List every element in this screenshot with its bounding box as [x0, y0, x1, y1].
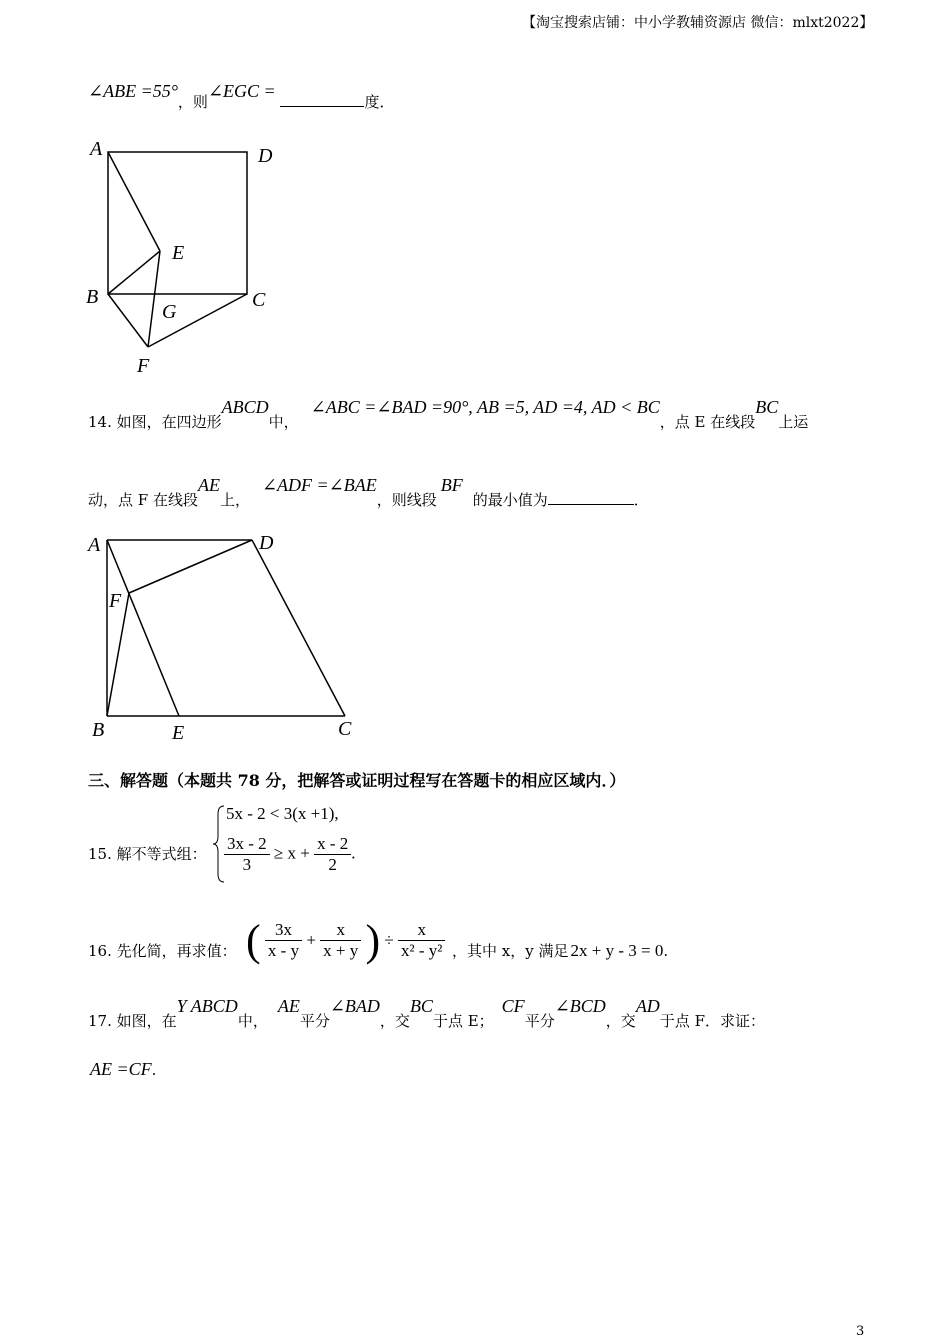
q17-ae: AE	[277, 996, 300, 1016]
q15-end: .	[351, 843, 356, 863]
q14-on: 上，	[219, 491, 250, 509]
fig13-line-ae	[108, 152, 160, 251]
q15-den-a: 3	[242, 855, 252, 874]
fig13-line-bf	[108, 294, 148, 347]
q13-sep: ，则	[177, 93, 208, 111]
q13-angle-ask: ∠EGC =	[207, 81, 276, 101]
q14-cond2: ∠ADF =∠BAE	[261, 475, 377, 495]
q14-mid: 中，	[268, 413, 299, 431]
q17-bcd: ∠BCD	[554, 996, 606, 1016]
fig14-label-c: C	[338, 718, 352, 740]
fig13-label-g: G	[162, 301, 177, 323]
q17-t4: 于点 E；	[432, 1012, 494, 1030]
fig13-label-d: D	[258, 145, 273, 167]
q14-line1	[88, 397, 809, 431]
fig13-label-a: A	[90, 138, 103, 160]
q17-cf: CF	[501, 996, 525, 1016]
q16-f1-den: x - y	[267, 941, 300, 960]
q17-label: 17. 如图，在	[88, 1012, 177, 1030]
q14-seg-ae: AE	[197, 475, 220, 495]
q14-then: ，则线段	[376, 491, 437, 509]
q17-bad: ∠BAD	[329, 996, 380, 1016]
q16-f3-num: x	[398, 920, 445, 941]
figure-14	[84, 525, 374, 750]
q17-bc: BC	[409, 996, 433, 1016]
q14-line2-a: 动，点 F 在线段	[88, 491, 198, 509]
q17-para: Y ABCD	[176, 996, 238, 1016]
q14-quad: ABCD	[221, 397, 269, 417]
fig13-line-be	[108, 251, 160, 294]
fig14-line-ae	[107, 540, 179, 716]
q15-num-a: 3x - 2	[224, 834, 270, 855]
figure-13	[80, 135, 300, 380]
q16-div: ÷	[384, 930, 394, 950]
q14-seg-bc: BC	[755, 397, 779, 417]
fig13-label-c: C	[252, 289, 266, 311]
q14-end: ．	[633, 491, 649, 509]
fig14-label-e: E	[172, 722, 185, 744]
q14-move: 上运	[778, 413, 809, 431]
q13-angle-given: ∠ABE =55°	[88, 81, 178, 101]
q15-num-b: x - 2	[314, 834, 351, 855]
q17-ad: AD	[635, 996, 660, 1016]
q14-num: 14. 如图，在四边形	[88, 413, 222, 431]
fig13-label-b: B	[86, 286, 99, 308]
q14-answer-blank	[548, 488, 634, 505]
q17-line2	[90, 1059, 156, 1080]
q13-line	[88, 80, 395, 111]
q16-expression: ( $\frac{3x}{x - y}$ + $\frac{x}{x + y}$ ) ÷ $\frac{x}{\text{x² - y²}}$	[246, 915, 445, 966]
q16-mid: ，其中 x，y 满足	[452, 942, 569, 960]
fig14-label-f: F	[109, 590, 122, 612]
fig14-line-df	[129, 540, 252, 593]
q16-f2-num: x	[320, 920, 361, 941]
q16-plus: +	[306, 930, 316, 950]
q17-t2: 平分	[299, 1012, 330, 1030]
page-header: 【淘宝搜索店铺：中小学教辅资源店 微信：mlxt2022】	[522, 15, 874, 31]
q17-t6: ，交	[605, 1012, 636, 1030]
q14-seg-bf: BF	[440, 475, 463, 495]
fig14-label-b: B	[92, 719, 105, 741]
q16-f2-den: x + y	[323, 941, 359, 960]
fig13-square	[108, 152, 247, 294]
q14-line2	[88, 474, 649, 509]
q13-answer-blank	[280, 90, 364, 107]
q17-t1: 中，	[237, 1012, 268, 1030]
q17-t5: 平分	[524, 1012, 555, 1030]
q15-den-b: 2	[328, 855, 337, 874]
q17-conclusion: AE =CF	[90, 1059, 152, 1079]
q16-f1-num: 3x	[265, 920, 302, 941]
q15-label: 15. 解不等式组：	[88, 845, 207, 863]
fig13-line-ef	[148, 251, 160, 347]
q16-tail	[452, 940, 668, 961]
fig14-label-a: A	[88, 534, 101, 556]
fig14-side-dc	[252, 540, 345, 716]
q13-unit: 度．	[364, 93, 395, 111]
q14-point-e: ，点 E 在线段	[659, 413, 756, 431]
q16-end: .	[663, 942, 669, 960]
fig14-label-d: D	[259, 532, 274, 554]
q17-t3: ，交	[379, 1012, 410, 1030]
q15-ineq2	[224, 834, 356, 875]
q15-geq: ≥ x +	[273, 843, 310, 863]
section-3-title: 三、解答题（本题共 78 分，把解答或证明过程写在答题卡的相应区域内．）	[88, 771, 626, 790]
q14-cond: ∠ABC =∠BAD =90°, AB =5, AD =4, AD < BC	[310, 397, 660, 417]
fig13-label-e: E	[172, 242, 185, 264]
page-number: 3	[856, 1324, 865, 1339]
fig13-label-f: F	[137, 355, 150, 377]
q14-ask: 的最小值为	[472, 491, 548, 509]
q16-f3-den: x² - y²	[401, 941, 443, 960]
q17-line1	[88, 996, 765, 1030]
q16-label: 16. 先化简，再求值：	[88, 942, 237, 960]
q15-ineq1: 5x - 2 < 3(x +1),	[226, 804, 339, 823]
q17-end: .	[151, 1061, 157, 1079]
q16-cond: 2x + y - 3 = 0	[570, 941, 664, 960]
q17-t7: 于点 F．求证：	[659, 1012, 765, 1030]
